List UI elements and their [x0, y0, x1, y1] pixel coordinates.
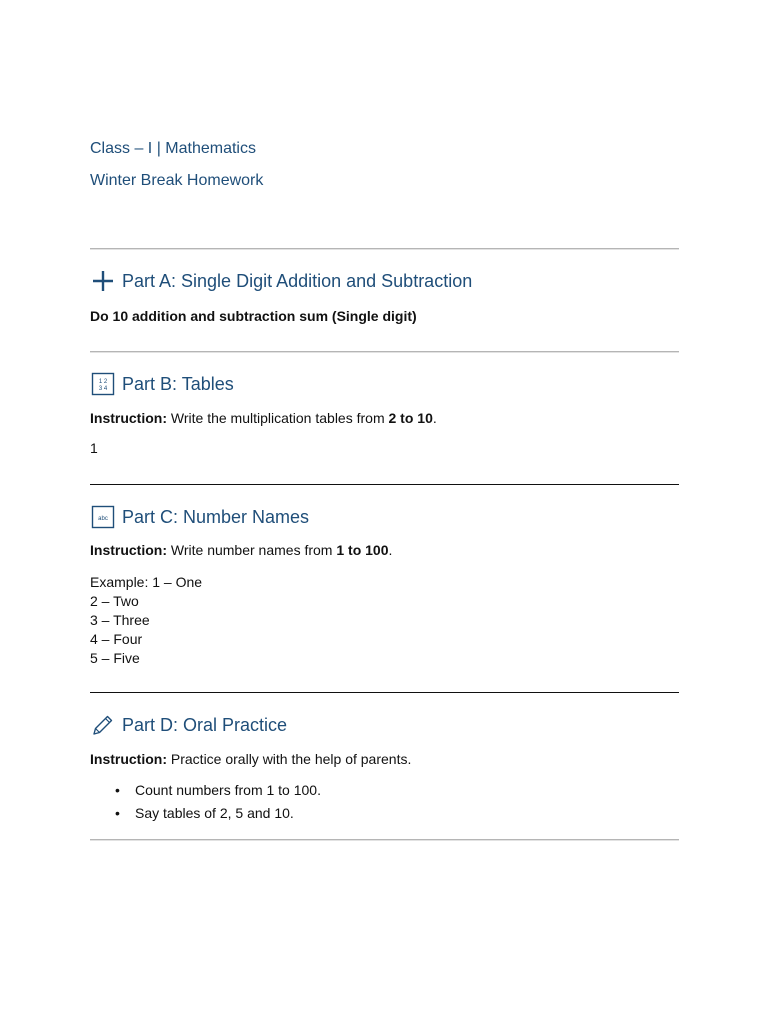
instruction-label: Instruction:: [90, 751, 167, 767]
part-a-task: Do 10 addition and subtraction sum (Single digit): [90, 308, 417, 324]
svg-text:abc: abc: [98, 516, 108, 522]
svg-text:3 4: 3 4: [98, 386, 108, 392]
section-title: Part D: Oral Practice: [122, 714, 288, 735]
section-instruction: [90, 542, 392, 558]
section-divider: [90, 484, 679, 485]
example-line: 2 – Two: [90, 593, 139, 609]
section-title: Part C: Number Names: [122, 506, 310, 527]
section-heading-part-c: [90, 504, 309, 530]
section-heading-part-d: [90, 712, 287, 738]
example-line: 4 – Four: [90, 631, 143, 647]
instruction-end: .: [388, 542, 393, 558]
section-title: Part B: Tables: [122, 373, 234, 394]
list-item: [90, 802, 321, 825]
section-heading-part-b: [90, 371, 234, 397]
section-heading-part-a: [90, 268, 472, 294]
list-item-text: Say tables of 2, 5 and 10.: [135, 805, 294, 821]
number-grid-icon: [90, 371, 116, 397]
svg-text:1 2: 1 2: [98, 379, 108, 385]
instruction-text: Write the multiplication tables from: [170, 410, 385, 426]
instruction-text: Practice orally with the help of parents.: [170, 751, 412, 767]
section-body: [90, 308, 417, 324]
instruction-text: Write number names from: [170, 542, 333, 558]
instruction-label: Instruction:: [90, 542, 167, 558]
oral-practice-list: [90, 779, 321, 825]
text-box-icon: [90, 504, 116, 530]
section-divider: [90, 248, 679, 250]
section-instruction: [90, 410, 437, 426]
section-instruction: [90, 751, 411, 767]
number-names-example: [90, 573, 202, 668]
section-divider: [90, 839, 679, 841]
section-divider: [90, 692, 679, 693]
section-divider: [90, 351, 679, 353]
list-item-text: Count numbers from 1 to 100.: [135, 782, 321, 798]
instruction-label: Instruction:: [90, 410, 167, 426]
part-b-note: 1: [90, 440, 98, 456]
plus-icon: [90, 268, 116, 294]
document-title-class: Class – I | Mathematics: [90, 140, 256, 157]
example-line: 3 – Three: [90, 612, 150, 628]
document-subtitle-homework: Winter Break Homework: [90, 172, 264, 189]
bullet-icon: •: [115, 805, 120, 821]
section-title: Part A: Single Digit Addition and Subtraction: [122, 270, 473, 291]
example-line: Example: 1 – One: [90, 574, 203, 590]
example-line: 5 – Five: [90, 650, 140, 666]
instruction-end: .: [432, 410, 437, 426]
bullet-icon: •: [115, 782, 120, 798]
list-item: [90, 779, 321, 802]
pencil-icon: [90, 712, 116, 738]
instruction-range: 2 to 10: [388, 410, 433, 426]
instruction-range: 1 to 100: [336, 542, 389, 558]
